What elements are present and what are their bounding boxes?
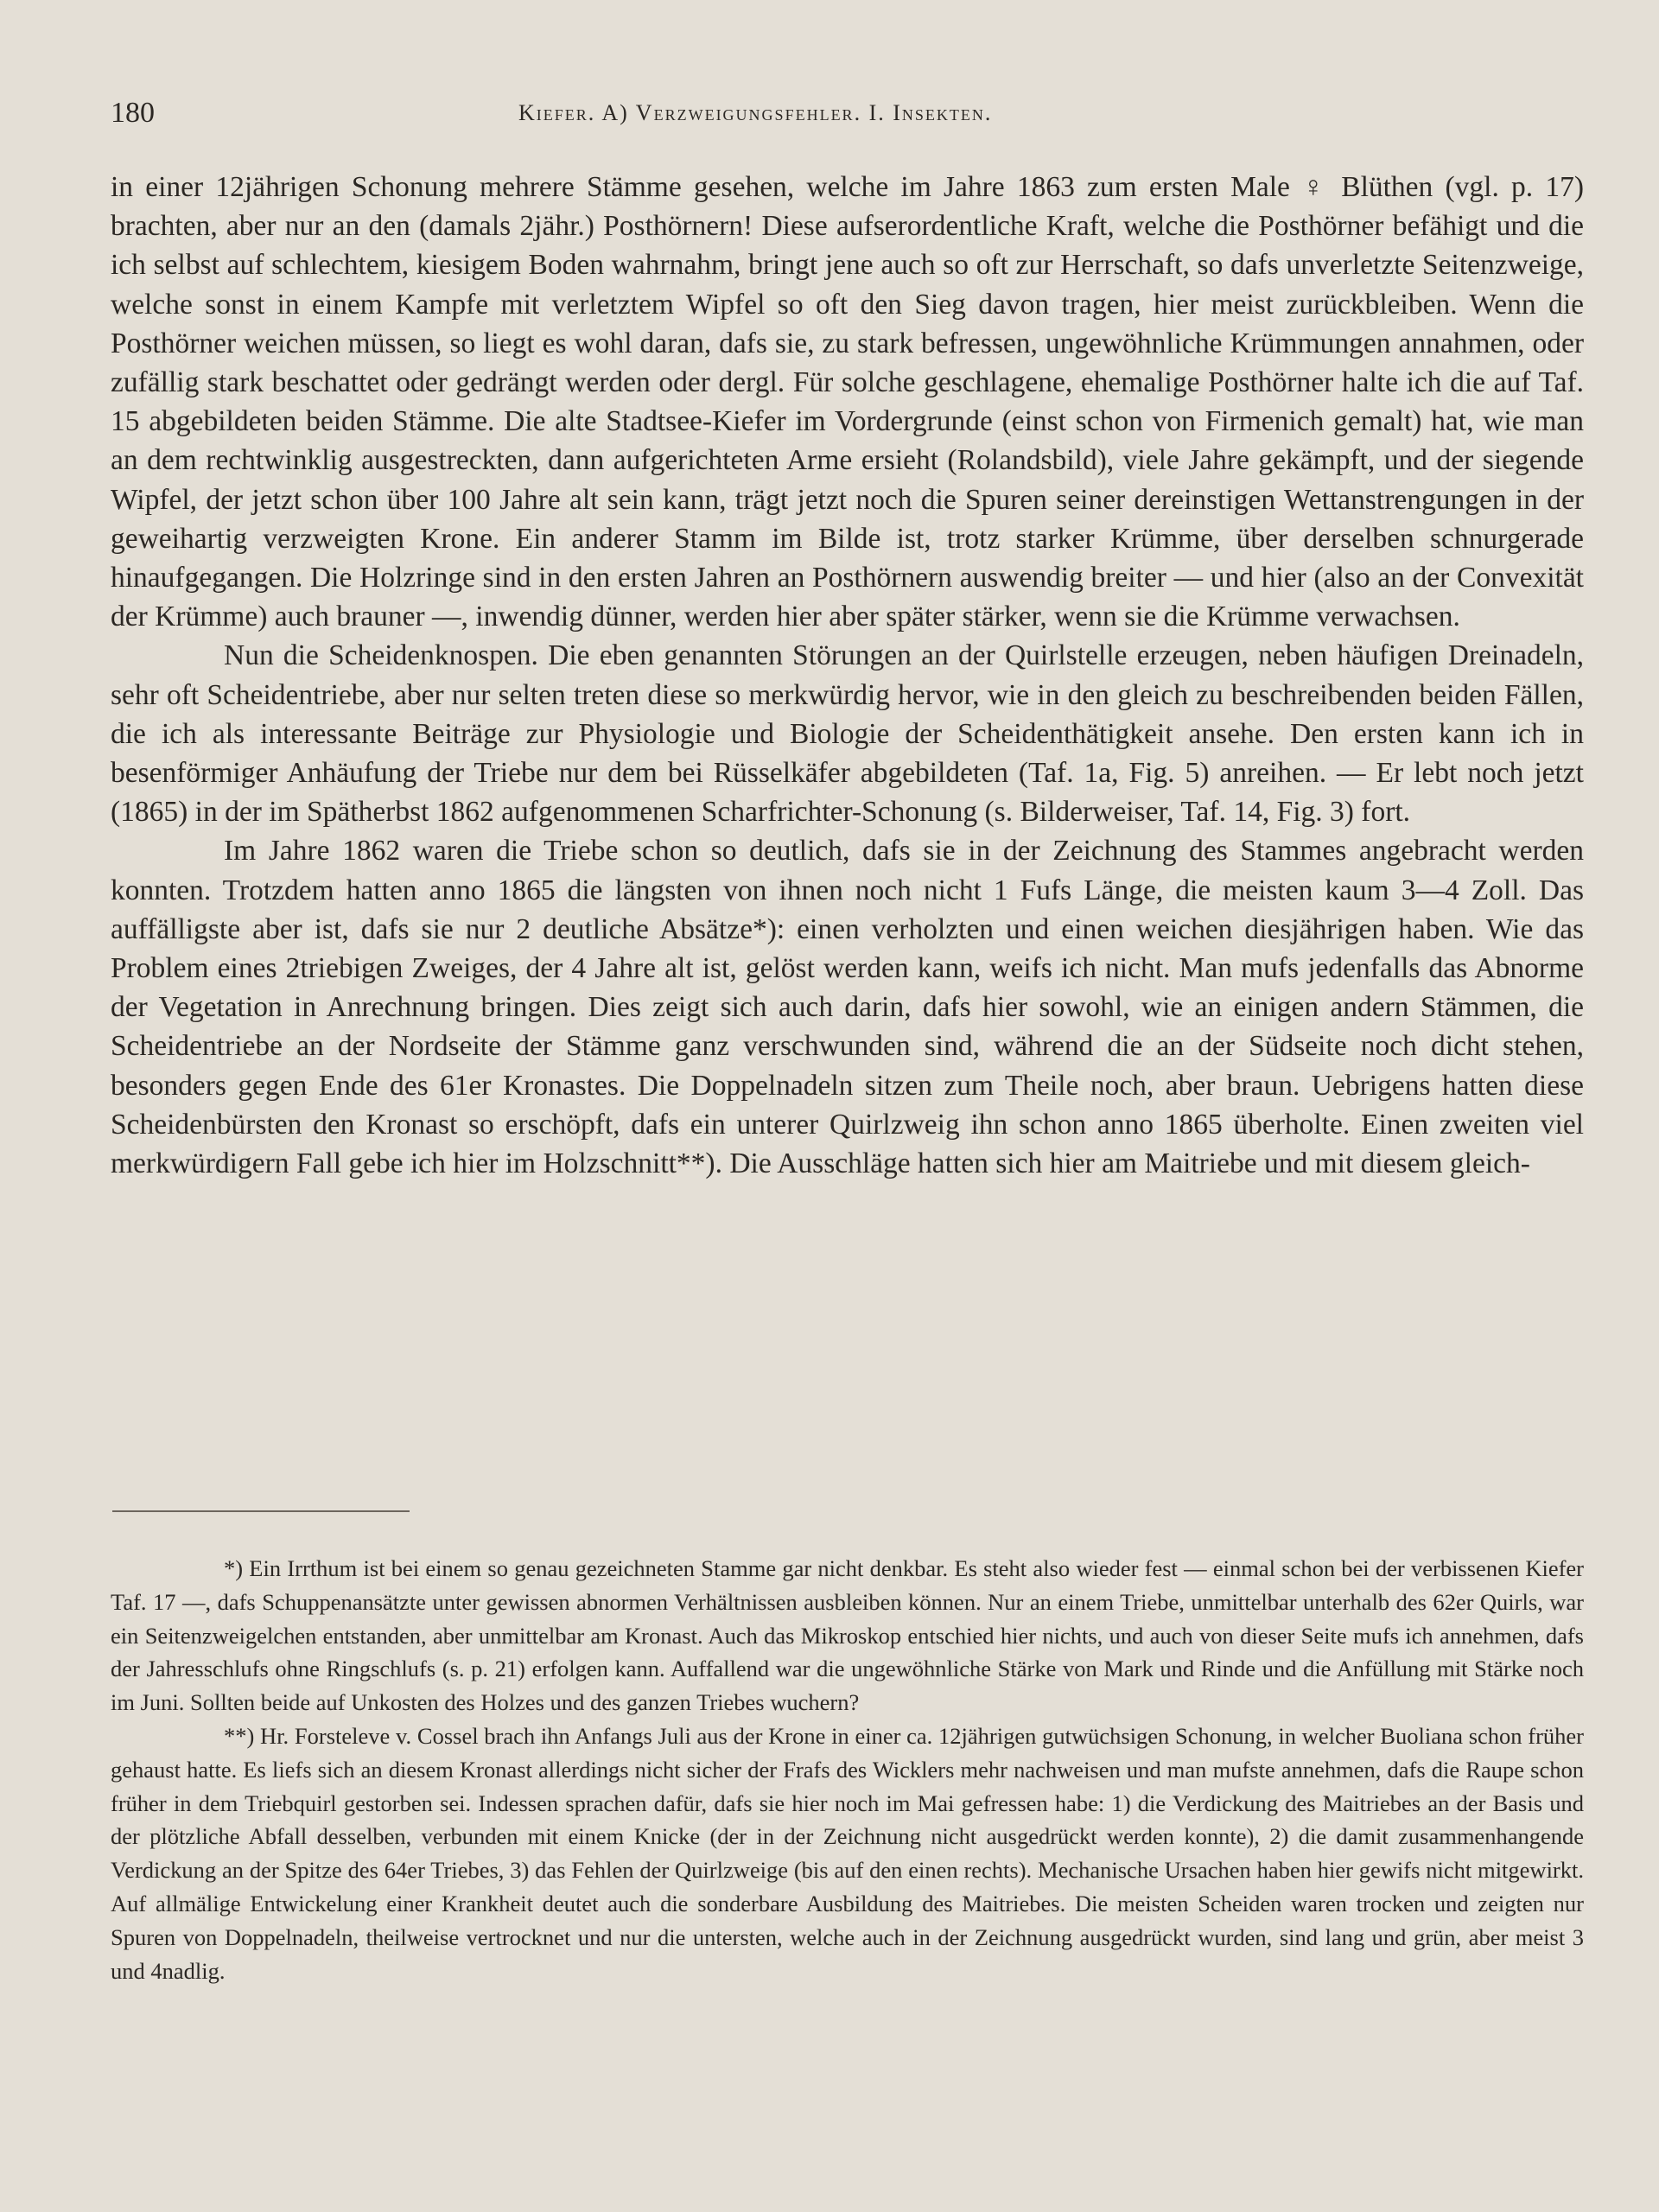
footnote-1: *) Ein Irrthum ist bei einem so genau gezeichneten Stamme gar nicht denkbar. Es steht also wieder fest — einmal schon bei der verbissenen Kiefer Taf. 17 —, dafs Schuppenansätzte unter gewissen abnormen Verhältnissen ausbleiben können. Nur an einem Triebe, unmittelbar unterhalb des 62er Quirls, war ein Seitenzweigelchen entstanden, aber unmittelbar am Kronast. Auch das Mikroskop entschied hier nichts, und auch von dieser Seite mufs ich annehmen, dafs der Jahresschlufs ohne Ringschlufs (s. p. 21) erfolgen kann. Auffallend war die ungewöhnliche Stärke von Mark und Rinde und die Anfüllung mit Stärke noch im Juni. Sollten beide auf Unkosten des Holzes und des ganzen Triebes wuchern?	[111, 1555, 1584, 1716]
footnote-divider	[112, 1510, 410, 1512]
paragraph-scheidenknospen: Nun die Scheidenknospen. Die eben genannten Störungen an der Quirlstelle erzeugen, neben häufigen Dreinadeln, sehr oft Scheidentriebe, aber nur selten treten diese so merkwürdig hervor, wie in den gleich zu beschreibenden beiden Fällen, die ich als interessante Beiträge zur Physiologie und Biologie der Scheidenthätigkeit ansehe. Den ersten kann ich in besenförmiger Anhäufung der Triebe nur dem bei Rüsselkäfer abgebildeten (Taf. 1a, Fig. 5) anreihen. — Er lebt noch jetzt (1865) in der im Spätherbst 1862 aufgenommenen Scharfrichter-Schonung (s. Bilderweiser, Taf. 14, Fig. 3) fort.	[111, 639, 1584, 829]
page-number: 180	[111, 97, 155, 129]
page-header	[111, 93, 1580, 133]
main-text	[111, 168, 1584, 1183]
paragraph-jahre-1862: Im Jahre 1862 waren die Triebe schon so deutlich, dafs sie in der Zeichnung des Stammes angebracht werden konnten. Trotzdem hatten anno 1865 die längsten von ihnen noch nicht 1 Fufs Länge, die meisten kaum 3—4 Zoll. Das auffälligste aber ist, dafs sie nur 2 deutliche Absätze*): einen verholzten und einen weichen diesjährigen haben. Wie das Problem eines 2triebigen Zweiges, der 4 Jahre alt ist, gelöst werden kann, weifs ich nicht. Man mufs jedenfalls das Abnorme der Vegetation in Anrechnung bringen. Dies zeigt sich auch darin, dafs hier sowohl, wie an einigen andern Stämmen, die Scheidentriebe an der Nordseite der Stämme ganz verschwunden sind, während die an der Südseite noch dicht stehen, besonders gegen Ende des 61er Kronastes. Die Doppelnadeln sitzen zum Theile noch, aber braun. Uebrigens hatten diese Scheidenbürsten den Kronast so erschöpft, dafs ein unterer Quirlzweig ihn schon anno 1865 überholte. Einen zweiten viel merkwürdigern Fall gebe ich hier im Holzschnitt**). Die Ausschläge hatten sich hier am Maitriebe und mit diesem gleich-	[111, 835, 1584, 1180]
paragraph-posthoerner: in einer 12jährigen Schonung mehrere Stämme gesehen, welche im Jahre 1863 zum ersten Male ♀ Blüthen (vgl. p. 17) brachten, aber nur an den (damals 2jähr.) Posthörnern! Diese aufserordentliche Kraft, welche die Posthörner befähigt und die ich selbst auf schlechtem, kiesigem Boden wahrnahm, bringt jene auch so oft zur Herrschaft, so dafs unverletzte Seitenzweige, welche sonst in einem Kampfe mit verletztem Wipfel so oft den Sieg davon tragen, hier meist zurückbleiben. Wenn die Posthörner weichen müssen, so liegt es wohl daran, dafs sie, zu stark befressen, ungewöhnliche Krümmungen annahmen, oder zufällig stark beschattet oder gedrängt werden oder dergl. Für solche geschlagene, ehemalige Posthörner halte ich die auf Taf. 15 abgebildeten beiden Stämme. Die alte Stadtsee-Kiefer im Vordergrunde (einst schon von Firmenich gemalt) hat, wie man an dem rechtwinklig ausgestreckten, dann aufgerichteten Arme ersieht (Rolandsbild), viele Jahre gekämpft, und der siegende Wipfel, der jetzt schon über 100 Jahre alt sein kann, trägt jetzt noch die Spuren seiner dereinstigen Wettanstrengungen in der geweihartig verzweigten Krone. Ein anderer Stamm im Bilde ist, trotz starker Krümme, über derselben schnurgerade hinaufgegangen. Die Holzringe sind in den ersten Jahren an Posthörnern auswendig breiter — und hier (also an der Convexität der Krümme) auch brauner —, inwendig dünner, werden hier aber später stärker, wenn sie die Krümme verwachsen.	[111, 171, 1584, 633]
footnote-2: **) Hr. Forsteleve v. Cossel brach ihn Anfangs Juli aus der Krone in einer ca. 12jährigen gutwüchsigen Schonung, in welcher Buoliana schon früher gehaust hatte. Es liefs sich an diesem Kronast allerdings nicht sicher der Frafs des Wicklers mehr nachweisen und man mufste annehmen, dafs die Raupe schon früher in dem Triebquirl gestorben sei. Indessen sprachen dafür, dafs sie hier noch im Mai gefressen habe: 1) die Verdickung des Maitriebes an der Basis und der plötzliche Abfall desselben, verbunden mit einem Knicke (der in der Zeichnung nicht ausgedrückt werden konnte), 2) die damit zusammenhangende Verdickung an der Spitze des 64er Triebes, 3) das Fehlen der Quirlzweige (bis auf den einen rechts). Mechanische Ursachen haben hier gewifs nicht mitgewirkt. Auf allmälige Entwickelung einer Krankheit deutet auch die sonderbare Ausbildung des Maitriebes. Die meisten Scheiden waren trocken und zeigten nur Spuren von Doppelnadeln, theilweise vertrocknet und nur die untersten, welche auch in der Zeichnung ausgedrückt wurden, sind lang und grün, aber meist 3 und 4nadlig.	[111, 1722, 1584, 1984]
footnotes	[111, 1552, 1584, 1987]
running-head: Kiefer. A) Verzweigungsfehler. I. Insekten.	[518, 100, 993, 125]
